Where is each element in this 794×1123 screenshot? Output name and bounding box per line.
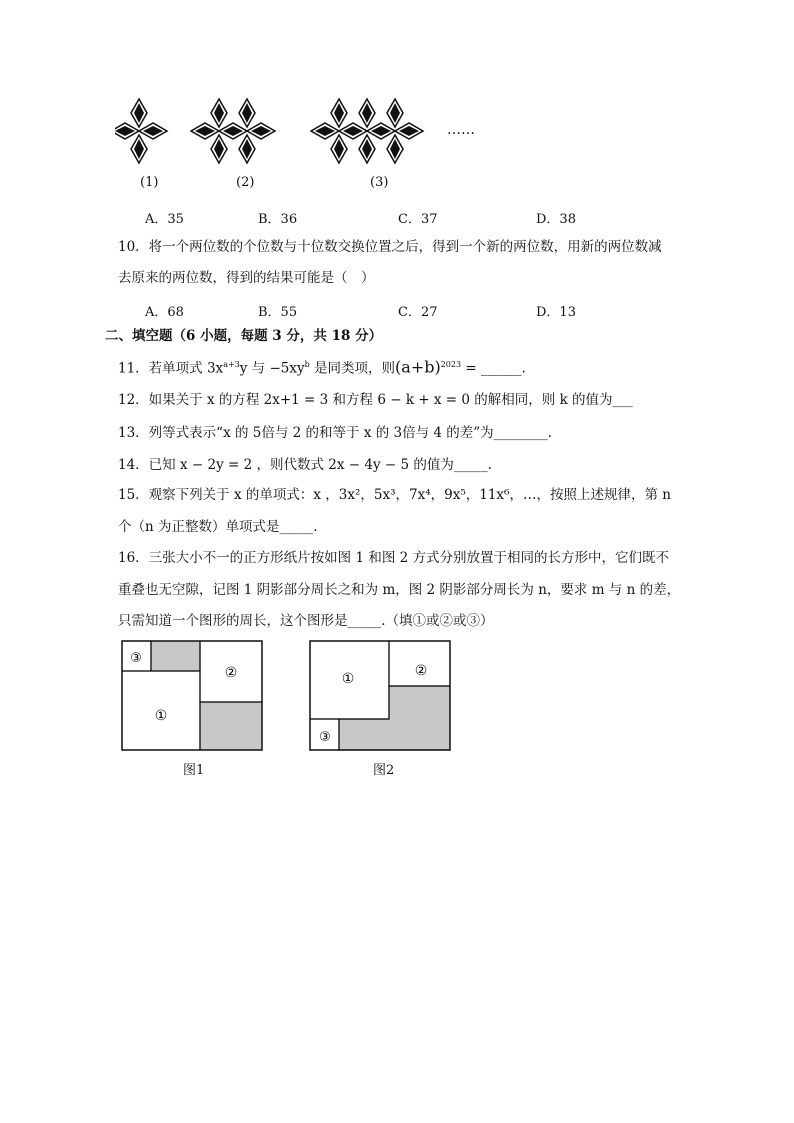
pattern-label-2: (2)	[236, 175, 255, 190]
q10-line-1: 10．将一个两位数的个位数与十位数交换位置之后，得到一个新的两位数，用新的两位数减	[118, 239, 662, 255]
pattern-label-1: (1)	[140, 175, 159, 190]
q11-exponent-3: 2023	[440, 360, 462, 369]
fig1-label-1: ①	[154, 708, 168, 724]
q9-option-a: A．35	[145, 212, 184, 227]
q10-option-c: C．27	[398, 305, 438, 320]
q11-mid-1: y 与 −5xy	[239, 360, 305, 377]
fig1-shade-top	[151, 641, 200, 671]
fig2-label-3: ③	[319, 730, 331, 745]
pattern-2	[191, 99, 275, 163]
q11-expression: (a+b)	[395, 357, 441, 377]
q10-option-d: D．13	[536, 305, 576, 320]
q10-option-a: A．68	[145, 305, 184, 320]
q16-line-1: 16．三张大小不一的正方形纸片按如图 1 和图 2 方式分别放置于相同的长方形中，它们既不	[118, 550, 670, 566]
pattern-3	[311, 99, 423, 163]
q9-option-b: B．36	[258, 212, 298, 227]
q9-option-c: C．37	[398, 212, 438, 227]
q16-line-3: 只需知道一个图形的周长，这个图形是_____.（填①或②或③）	[118, 613, 494, 629]
pattern-ellipsis: ……	[447, 122, 475, 138]
fig1-shade-bottom-right	[200, 702, 262, 750]
q10-option-b: B．55	[258, 305, 298, 320]
rhombus-pattern-figure	[115, 95, 495, 165]
q9-option-d: D．38	[536, 212, 576, 227]
fig2-label-2: ②	[414, 663, 428, 679]
section-heading-fill-blank: 二、填空题（6 小题，每题 3 分，共 18 分）	[105, 328, 383, 344]
q15-line-1: 15．观察下列关于 x 的单项式：x ，3x²，5x³，7x⁴，9x⁵，11x⁶，…，按照上述规律，第 n	[118, 487, 671, 503]
q16-line-2: 重叠也无空隙，记图 1 阴影部分周长之和为 m，图 2 阴影部分周长为 n，要求 m 与 n 的差，	[118, 582, 681, 598]
figure-2	[309, 640, 452, 752]
figure-1	[121, 640, 264, 752]
q11-exponent-1: a+3	[223, 360, 240, 369]
fig1-label-2: ②	[224, 665, 238, 681]
q11-mid-2: 是同类项，则	[309, 360, 396, 377]
fig2-label-1: ①	[341, 671, 355, 687]
q11-prefix: 11．若单项式 3x	[118, 360, 224, 377]
fig1-label-3: ③	[130, 651, 142, 666]
pattern-1	[115, 99, 167, 163]
q11-suffix: = ______.	[461, 360, 526, 377]
figure-2-caption: 图2	[373, 763, 395, 778]
q13: 13．列等式表示“x 的 5倍与 2 的和等于 x 的 3倍与 4 的差”为________.	[118, 425, 552, 441]
fig2-shade	[339, 686, 450, 750]
figure-1-caption: 图1	[183, 763, 205, 778]
pattern-label-3: (3)	[370, 175, 389, 190]
q15-line-2: 个（n 为正整数）单项式是_____.	[118, 519, 318, 535]
q10-line-2: 去原来的两位数，得到的结果可能是（ ）	[118, 270, 375, 286]
q12: 12．如果关于 x 的方程 2x+1 = 3 和方程 6 − k + x = 0 的解相同，则 k 的值为___	[118, 392, 633, 408]
q11	[118, 355, 526, 379]
q14: 14．已知 x − 2y = 2 ，则代数式 2x − 4y − 5 的值为_____.	[118, 457, 492, 473]
q11-exponent-2: b	[304, 360, 310, 369]
